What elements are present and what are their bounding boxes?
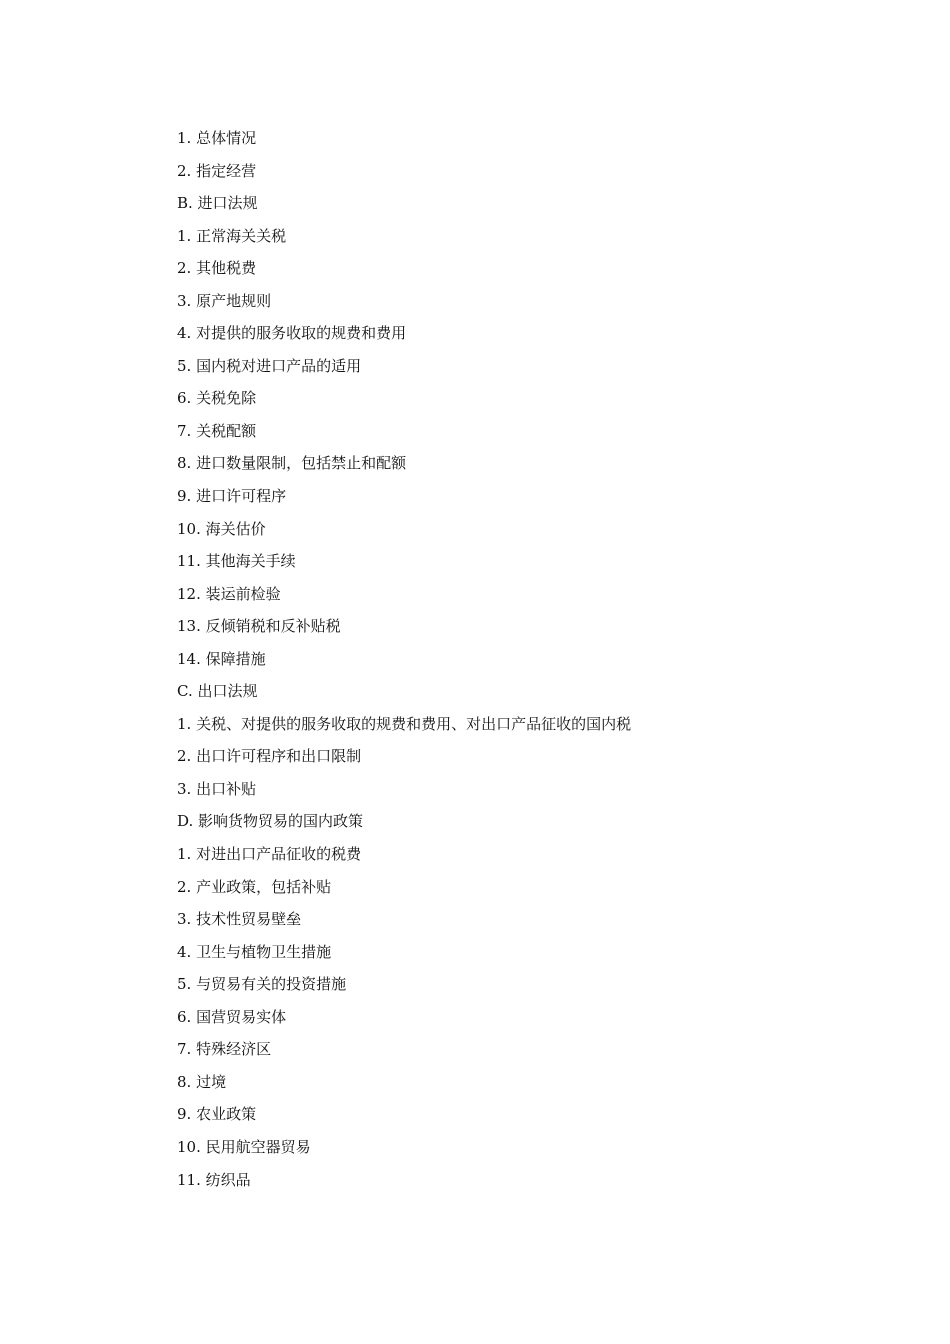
section-heading: B. 进口法规 — [177, 194, 258, 213]
outline-item: 11. 纺织品 — [177, 1170, 251, 1189]
outline-item: 2. 出口许可程序和出口限制 — [177, 747, 362, 766]
outline-item: 6. 关税免除 — [177, 389, 257, 408]
outline-item: 8. 进口数量限制，包括禁止和配额 — [177, 454, 407, 473]
outline-item: 13. 反倾销税和反补贴税 — [177, 617, 341, 636]
outline-item: 4. 卫生与植物卫生措施 — [177, 942, 332, 961]
outline-item: 9. 农业政策 — [177, 1105, 257, 1124]
outline-item: 4. 对提供的服务收取的规费和费用 — [177, 324, 407, 343]
outline-item: 10. 民用航空器贸易 — [177, 1137, 311, 1156]
outline-item: 10. 海关估价 — [177, 519, 266, 538]
outline-list — [177, 122, 631, 1196]
outline-item: 8. 过境 — [177, 1072, 227, 1091]
outline-item: 1. 对进出口产品征收的税费 — [177, 845, 362, 864]
outline-item: 2. 指定经营 — [177, 161, 257, 180]
outline-item: 9. 进口许可程序 — [177, 487, 287, 506]
outline-item: 3. 出口补贴 — [177, 779, 257, 798]
outline-item: 14. 保障措施 — [177, 649, 266, 668]
outline-item: 1. 关税、对提供的服务收取的规费和费用、对出口产品征收的国内税 — [177, 714, 632, 733]
outline-item: 11. 其他海关手续 — [177, 552, 296, 571]
section-heading: D. 影响货物贸易的国内政策 — [177, 812, 364, 831]
outline-item: 12. 装运前检验 — [177, 584, 281, 603]
section-heading: C. 出口法规 — [177, 682, 258, 701]
outline-item: 7. 关税配额 — [177, 421, 257, 440]
outline-item: 5. 国内税对进口产品的适用 — [177, 356, 362, 375]
outline-item: 2. 产业政策，包括补贴 — [177, 877, 332, 896]
outline-item: 3. 技术性贸易壁垒 — [177, 910, 302, 929]
outline-item: 2. 其他税费 — [177, 259, 257, 278]
outline-item: 5. 与贸易有关的投资措施 — [177, 975, 347, 994]
outline-item: 6. 国营贸易实体 — [177, 1007, 287, 1026]
outline-item: 7. 特殊经济区 — [177, 1040, 272, 1059]
outline-item: 1. 正常海关关税 — [177, 226, 287, 245]
outline-item: 3. 原产地规则 — [177, 291, 272, 310]
outline-item: 1. 总体情况 — [177, 129, 257, 147]
